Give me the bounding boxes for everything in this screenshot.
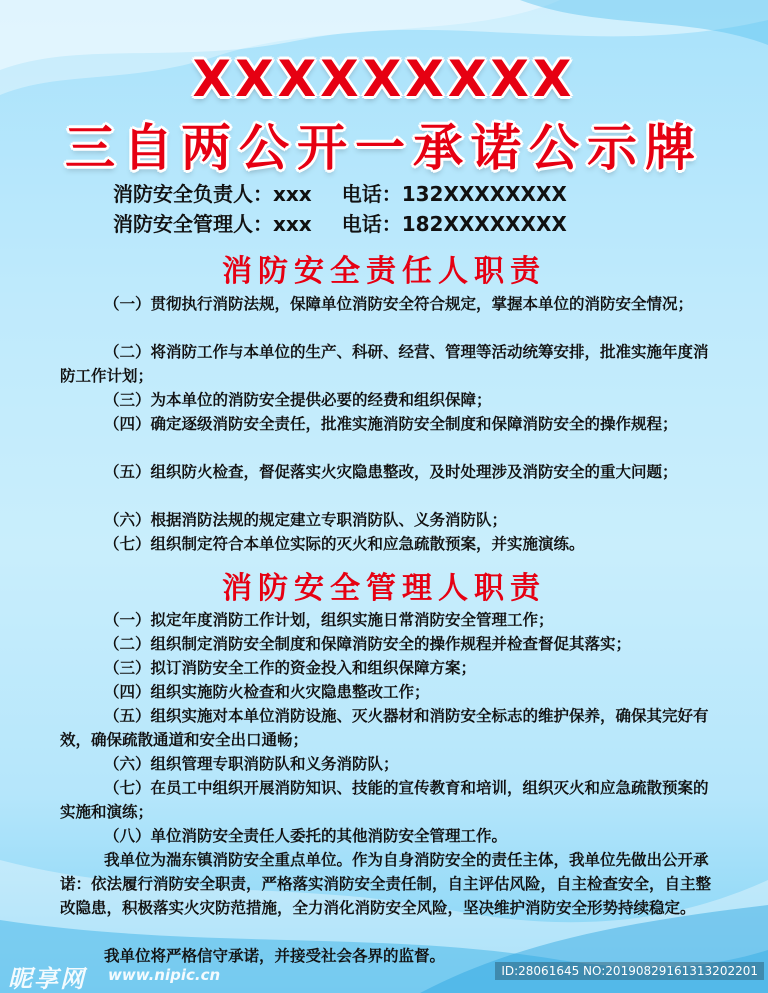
watermark-url: www.nipic.cn [108,966,221,984]
contact-phone: 电话：132XXXXXXXX [341,182,567,206]
duty-item: （一）贯彻执行消防法规，保障单位消防安全符合规定，掌握本单位的消防安全情况； [104,295,694,313]
commitment-paragraph: 我单位为湍东镇消防安全重点单位。作为自身消防安全的责任主体，我单位先做出公开承诺：依法履行消防安全职责，严格落实消防安全责任制，自主评估风险，自主检查安全，自主整改隐患，积极落实火灾防范措施，全力消化消防安全风险，坚决维护消防安全形势持续稳定。 [60,851,712,917]
contact-role: 消防安全管理人：xxx [113,212,312,236]
duty-item: （六）组织管理专职消防队和义务消防队； [104,755,399,773]
duty-item: （三）为本单位的消防安全提供必要的经费和组织保障； [104,391,492,409]
contact-manager [113,208,567,237]
duty-item: （二）将消防工作与本单位的生产、科研、经营、管理等活动统筹安排，批准实施年度消防工作计划； [60,343,709,385]
duty-item: （一）拟定年度消防工作计划，组织实施日常消防安全管理工作； [104,611,554,629]
header-main-title: 三自两公开一承诺公示牌 [65,119,703,177]
duty-item: （四）确定逐级消防安全责任，批准实施消防安全制度和保障消防安全的操作规程； [104,415,678,433]
section-heading-responsible: 消防安全责任人职责 [222,254,546,289]
commitment-closing: 我单位将严格信守承诺，并接受社会各界的监督。 [104,947,446,965]
duty-item: （三）拟订消防安全工作的资金投入和组织保障方案； [104,659,477,677]
duty-item: （七）在员工中组织开展消防知识、技能的宣传教育和培训，组织灭火和应急疏散预案的实施和演练； [60,779,709,821]
duty-item: （五）组织防火检查，督促落实火灾隐患整改，及时处理涉及消防安全的重大问题； [104,463,678,481]
section-heading-manager: 消防安全管理人职责 [222,571,546,606]
contact-role: 消防安全负责人：xxx [113,182,312,206]
watermark-id: ID:28061645 NO:20190829161313202201 [495,962,764,980]
duty-item: （二）组织制定消防安全制度和保障消防安全的操作规程并检查督促其落实； [104,635,632,653]
duty-item: （六）根据消防法规的规定建立专职消防队、义务消防队； [104,511,508,529]
duty-item: （七）组织制定符合本单位实际的灭火和应急疏散预案，并实施演练。 [104,535,585,553]
contact-responsible-person [113,178,567,207]
duty-item: （八）单位消防安全责任人委托的其他消防安全管理工作。 [104,827,508,845]
duty-item: （五）组织实施对本单位消防设施、灭火器材和消防安全标志的维护保养，确保其完好有效，确保疏散通道和安全出口通畅； [60,707,709,749]
duty-item: （四）组织实施防火检查和火灾隐患整改工作； [104,683,430,701]
header-placeholder-title: XXXXXXXXX [192,50,576,108]
contact-phone: 电话：182XXXXXXXX [341,212,567,236]
watermark-logo: 昵享网 [8,965,86,993]
